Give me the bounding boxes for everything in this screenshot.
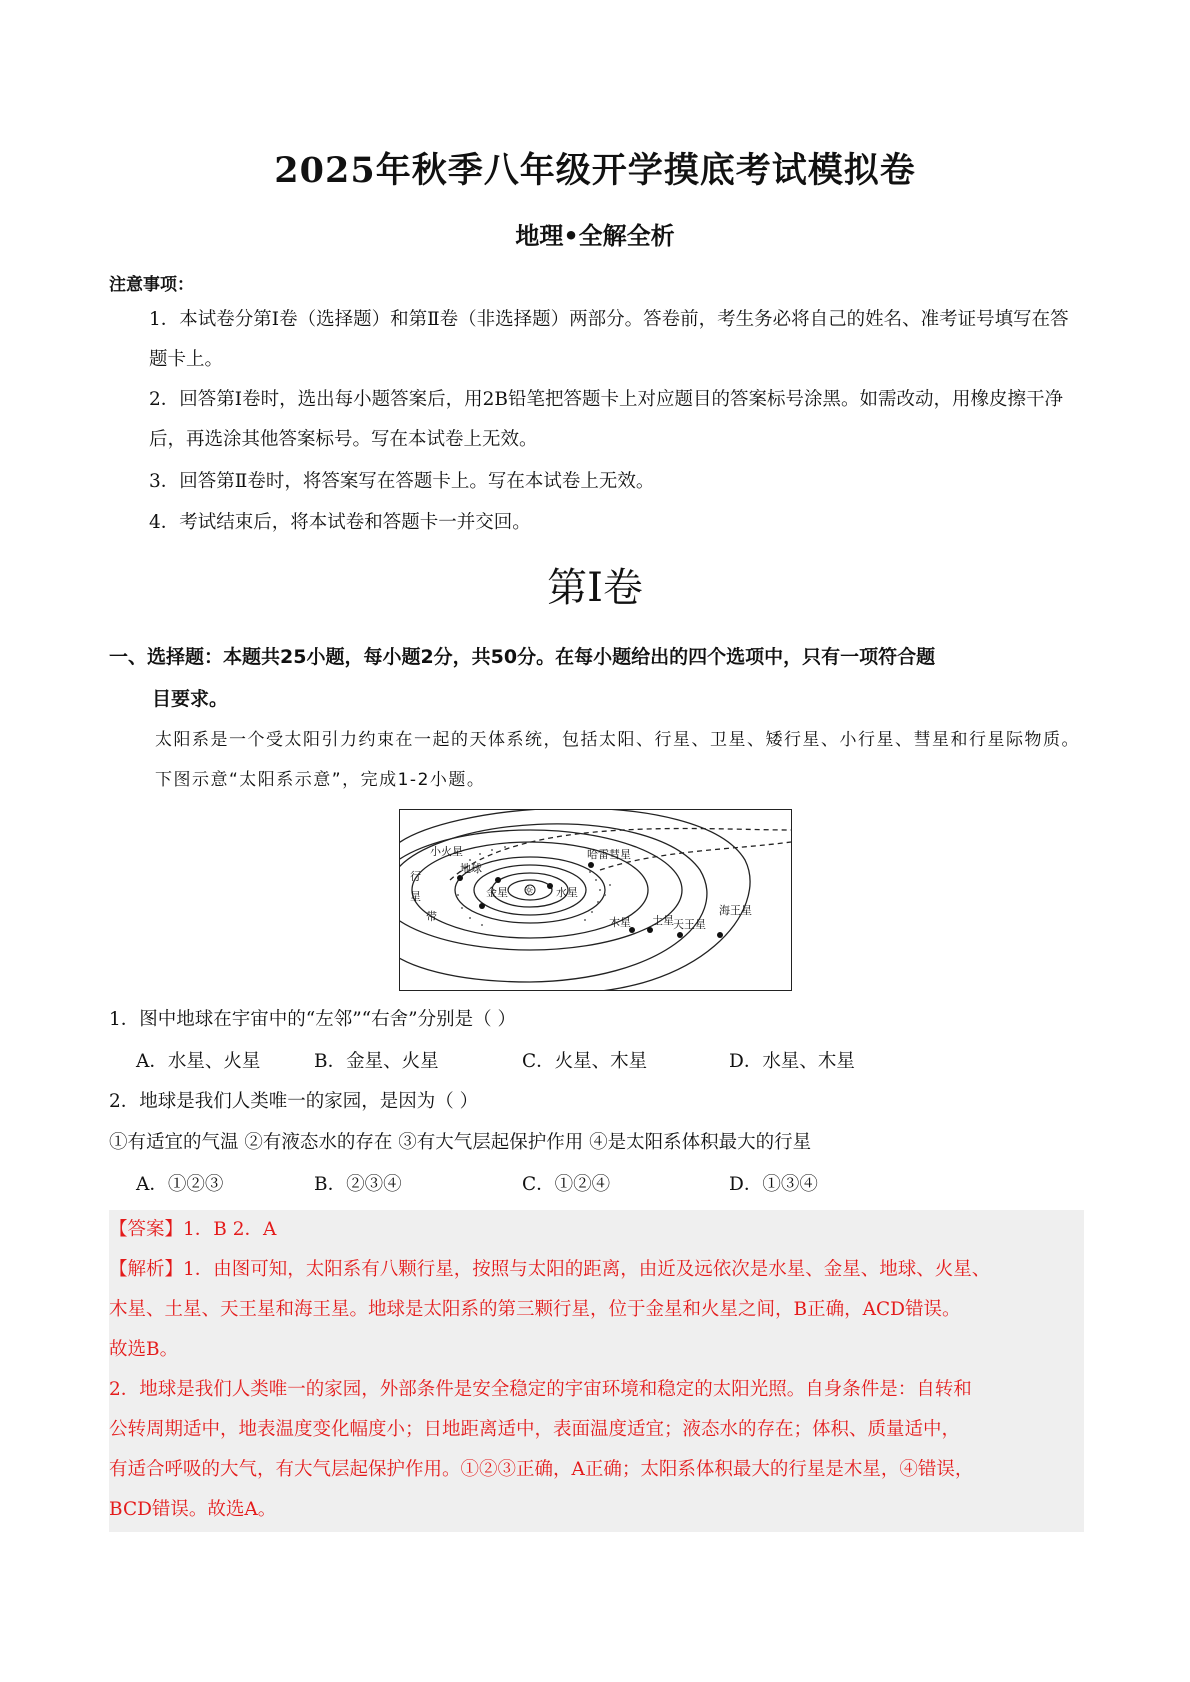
analysis-1-line-2: 木星、土星、天王星和海王星。地球是太阳系的第三颗行星，位于金星和火星之间，B正确，ACD错误。 <box>109 1299 961 1320</box>
notice-item-text: 3．回答第Ⅱ卷时，将答案写在答题卡上。写在本试卷上无效。 <box>149 471 655 492</box>
label-belt-2: 行 <box>410 870 421 883</box>
notice-item-text: 4．考试结束后，将本试卷和答题卡一并交回。 <box>149 512 531 533</box>
analysis-2-line-4: BCD错误。故选A。 <box>109 1499 277 1520</box>
label-small-mars: 小火星 <box>430 845 463 858</box>
notice-item-3 <box>109 462 1084 502</box>
uranus-dot <box>677 932 683 938</box>
label-belt-3: 星 <box>410 890 421 903</box>
notice-item-text: 2．回答第Ⅰ卷时，选出每小题答案后，用2B铅笔把答题卡上对应题目的答案标号涂黑。如需改动，用橡皮擦干净后，再选涂其他答案标号。写在本试卷上无效。 <box>149 389 1063 450</box>
analysis-1-line-3: 故选B。 <box>109 1339 179 1360</box>
question-1-stem: 1．图中地球在宇宙中的“左邻”“右舍”分别是（ ） <box>109 1009 516 1030</box>
label-belt-4: 带 <box>426 910 437 923</box>
question-2-option-d: D．①③④ <box>729 1174 818 1195</box>
question-2-stem: 2．地球是我们人类唯一的家园，是因为（ ） <box>109 1091 479 1112</box>
question-2-statements: ①有适宜的气温 ②有液态水的存在 ③有大气层起保护作用 ④是太阳系体积最大的行星 <box>109 1132 812 1153</box>
label-jupiter: 木星 <box>609 916 631 929</box>
neptune-dot <box>717 932 723 938</box>
question-1-option-a: A．水星、火星 <box>136 1051 261 1072</box>
question-2-option-a: A．①②③ <box>136 1174 224 1195</box>
section-heading-line1: 一、选择题：本题共25小题，每小题2分，共50分。在每小题给出的四个选项中，只有一项符合题 <box>109 646 936 668</box>
venus-dot <box>495 877 501 883</box>
question-1-option-b: B．金星、火星 <box>314 1051 439 1072</box>
notice-item-4 <box>109 503 1084 543</box>
halley-comet-dot <box>588 862 594 868</box>
answer-line: 【答案】1．B 2．A <box>109 1219 277 1240</box>
page-subtitle: 地理•全解全析 <box>515 222 675 250</box>
analysis-1-line-1: 【解析】1．由图可知，太阳系有八颗行星，按照与太阳的距离，由近及远依次是水星、金星、地球、火星、 <box>109 1259 991 1280</box>
label-earth: 地球 <box>460 862 482 875</box>
mercury-dot <box>547 883 553 889</box>
section-heading-line2: 目要求。 <box>152 688 229 710</box>
mars-dot <box>457 875 463 881</box>
question-2-option-c: C．①②④ <box>522 1174 611 1195</box>
notice-heading: 注意事项： <box>109 275 194 295</box>
analysis-2-line-2: 公转周期适中，地表温度变化幅度小；日地距离适中，表面温度适宜；液态水的存在；体积、质量适中， <box>109 1419 961 1440</box>
label-sun: ☼ <box>524 884 534 897</box>
question-stem <box>109 720 1084 800</box>
analysis-2-line-1: 2．地球是我们人类唯一的家园，外部条件是安全稳定的宇宙环境和稳定的太阳光照。自身条件是：自转和 <box>109 1379 972 1400</box>
neptune-orbit <box>400 810 750 990</box>
saturn-dot <box>647 927 653 933</box>
label-uranus: 天王星 <box>673 918 706 931</box>
page-title: 2025年秋季八年级开学摸底考试模拟卷 <box>274 150 916 191</box>
analysis-2-line-3: 有适合呼吸的大气，有大气层起保护作用。①②③正确，A正确；太阳系体积最大的行星是木星，④错误， <box>109 1459 974 1480</box>
label-saturn: 土星 <box>652 914 674 927</box>
solar-system-diagram <box>399 809 792 991</box>
notice-item-text: 1．本试卷分第Ⅰ卷（选择题）和第Ⅱ卷（非选择题）两部分。答卷前，考生务必将自己的姓名、准考证号填写在答题卡上。 <box>149 309 1069 370</box>
stem-text: 太阳系是一个受太阳引力约束在一起的天体系统，包括太阳、行星、卫星、矮行星、小行星、彗星和行星际物质。下图示意“太阳系示意”，完成1-2小题。 <box>155 730 1080 790</box>
question-2-option-b: B．②③④ <box>314 1174 402 1195</box>
volume-heading: 第Ⅰ卷 <box>547 565 643 611</box>
notice-item-1 <box>109 300 1084 380</box>
label-halley: 哈雷彗星 <box>587 848 631 861</box>
label-venus: 金星 <box>486 886 508 899</box>
label-mercury: 水星 <box>556 886 578 899</box>
earth-dot <box>479 903 485 909</box>
solar-system-svg <box>400 810 791 990</box>
notice-item-2 <box>109 380 1084 460</box>
section-heading <box>109 636 1084 720</box>
label-neptune: 海王星 <box>719 904 752 917</box>
question-1-option-c: C．火星、木星 <box>522 1051 648 1072</box>
question-1-option-d: D．水星、木星 <box>729 1051 855 1072</box>
